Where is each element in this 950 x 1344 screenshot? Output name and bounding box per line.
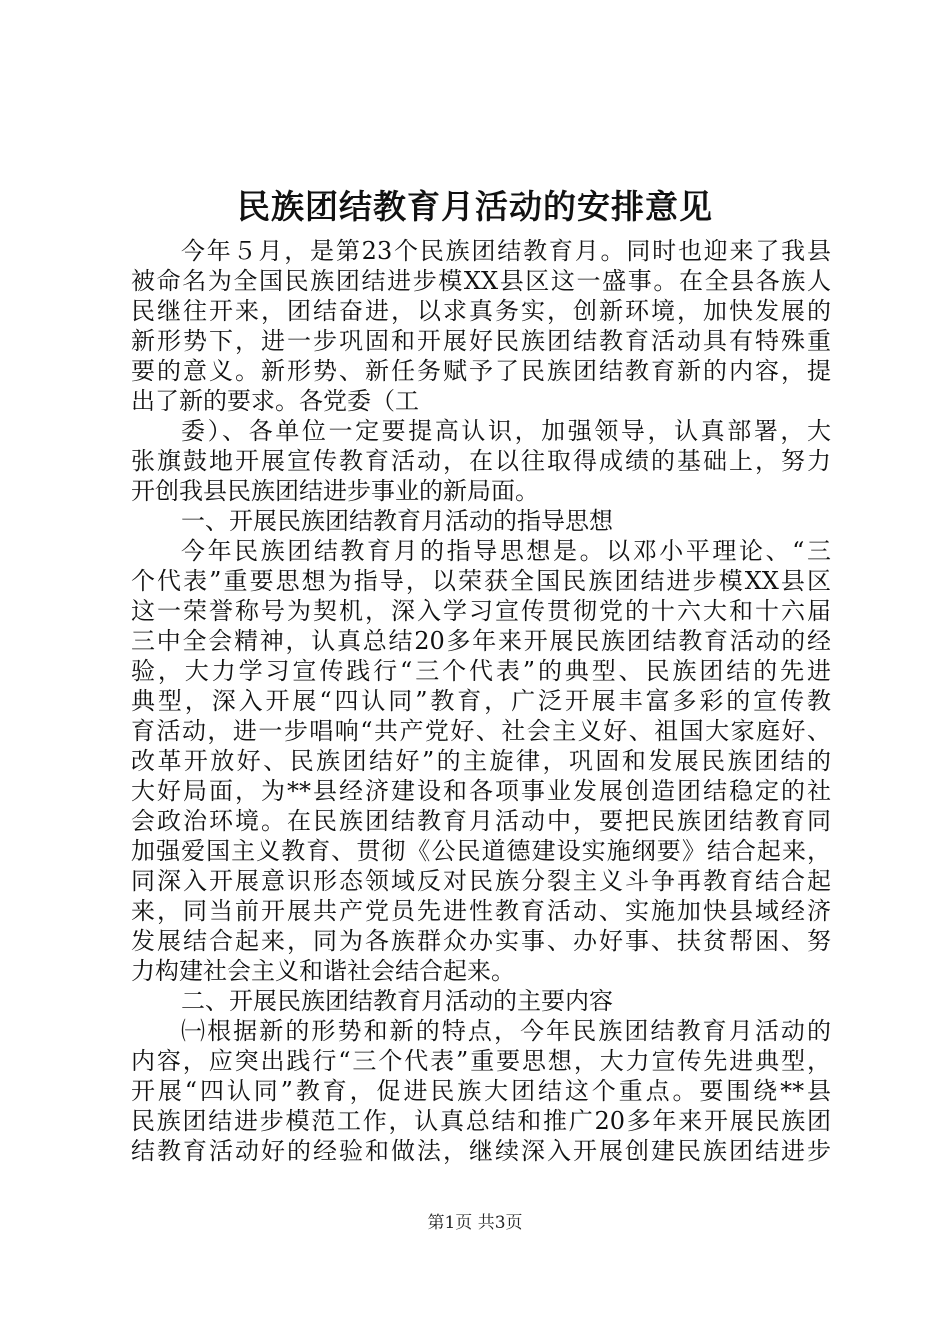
text-line: 开创我县民族团结进步事业的新局面。 <box>131 477 539 505</box>
text-line: 新形势下，进一步巩固和开展好民族团结教育活动具有特殊重 <box>131 327 831 355</box>
text-line: 力构建社会主义和谐社会结合起来。 <box>131 957 515 985</box>
text-line: 验，大力学习宣传践行“三个代表”的典型、民族团结的先进 <box>131 657 831 685</box>
document-title: 民族团结教育月活动的安排意见 <box>237 187 713 226</box>
text-line: 今年５月，是第23个民族团结教育月。同时也迎来了我县 <box>181 237 831 265</box>
text-line: 开展“四认同”教育，促进民族大团结这个重点。要围绕**县 <box>131 1077 831 1105</box>
page-footer: 第1页 共3页 <box>427 1213 523 1233</box>
text-line: 育活动，进一步唱响“共产党好、社会主义好、祖国大家庭好、 <box>131 717 831 745</box>
text-line: 这一荣誉称号为契机，深入学习宣传贯彻党的十六大和十六届 <box>131 597 831 625</box>
text-line: 一、开展民族团结教育月活动的指导思想 <box>181 507 613 535</box>
text-line: ㈠根据新的形势和新的特点，今年民族团结教育月活动的 <box>181 1017 831 1045</box>
text-line: 结教育活动好的经验和做法，继续深入开展创建民族团结进步 <box>131 1137 831 1165</box>
text-line: 委）、各单位一定要提高认识，加强领导，认真部署，大 <box>181 417 831 445</box>
text-line: 会政治环境。在民族团结教育月活动中，要把民族团结教育同 <box>131 807 831 835</box>
text-line: 来，同当前开展共产党员先进性教育活动、实施加快县域经济 <box>131 897 831 925</box>
text-line: 内容，应突出践行“三个代表”重要思想，大力宣传先进典型， <box>131 1047 831 1075</box>
text-line: 今年民族团结教育月的指导思想是。以邓小平理论、“三 <box>181 537 831 565</box>
text-line: 改革开放好、民族团结好”的主旋律，巩固和发展民族团结的 <box>131 747 831 775</box>
text-line: 典型，深入开展“四认同”教育，广泛开展丰富多彩的宣传教 <box>131 687 831 715</box>
text-line: 被命名为全国民族团结进步模XX县区这一盛事。在全县各族人 <box>131 267 831 295</box>
text-line: 二、开展民族团结教育月活动的主要内容 <box>181 987 613 1015</box>
text-line: 张旗鼓地开展宣传教育活动，在以往取得成绩的基础上，努力 <box>131 447 831 475</box>
text-line: 个代表”重要思想为指导，以荣获全国民族团结进步模XX县区 <box>131 567 831 595</box>
document-body <box>131 236 831 1166</box>
text-line: 加强爱国主义教育、贯彻《公民道德建设实施纲要》结合起来， <box>131 837 831 865</box>
text-line: 发展结合起来，同为各族群众办实事、办好事、扶贫帮困、努 <box>131 927 831 955</box>
text-line: 出了新的要求。各党委（工 <box>131 387 419 415</box>
text-line: 三中全会精神，认真总结20多年来开展民族团结教育活动的经 <box>131 627 831 655</box>
text-line: 民族团结进步模范工作，认真总结和推广20多年来开展民族团 <box>131 1107 831 1135</box>
text-line: 要的意义。新形势、新任务赋予了民族团结教育新的内容，提 <box>131 357 831 385</box>
text-line: 同深入开展意识形态领域反对民族分裂主义斗争再教育结合起 <box>131 867 831 895</box>
text-line: 民继往开来，团结奋进，以求真务实，创新环境，加快发展的 <box>131 297 831 325</box>
text-line: 大好局面，为**县经济建设和各项事业发展创造团结稳定的社 <box>131 777 831 805</box>
